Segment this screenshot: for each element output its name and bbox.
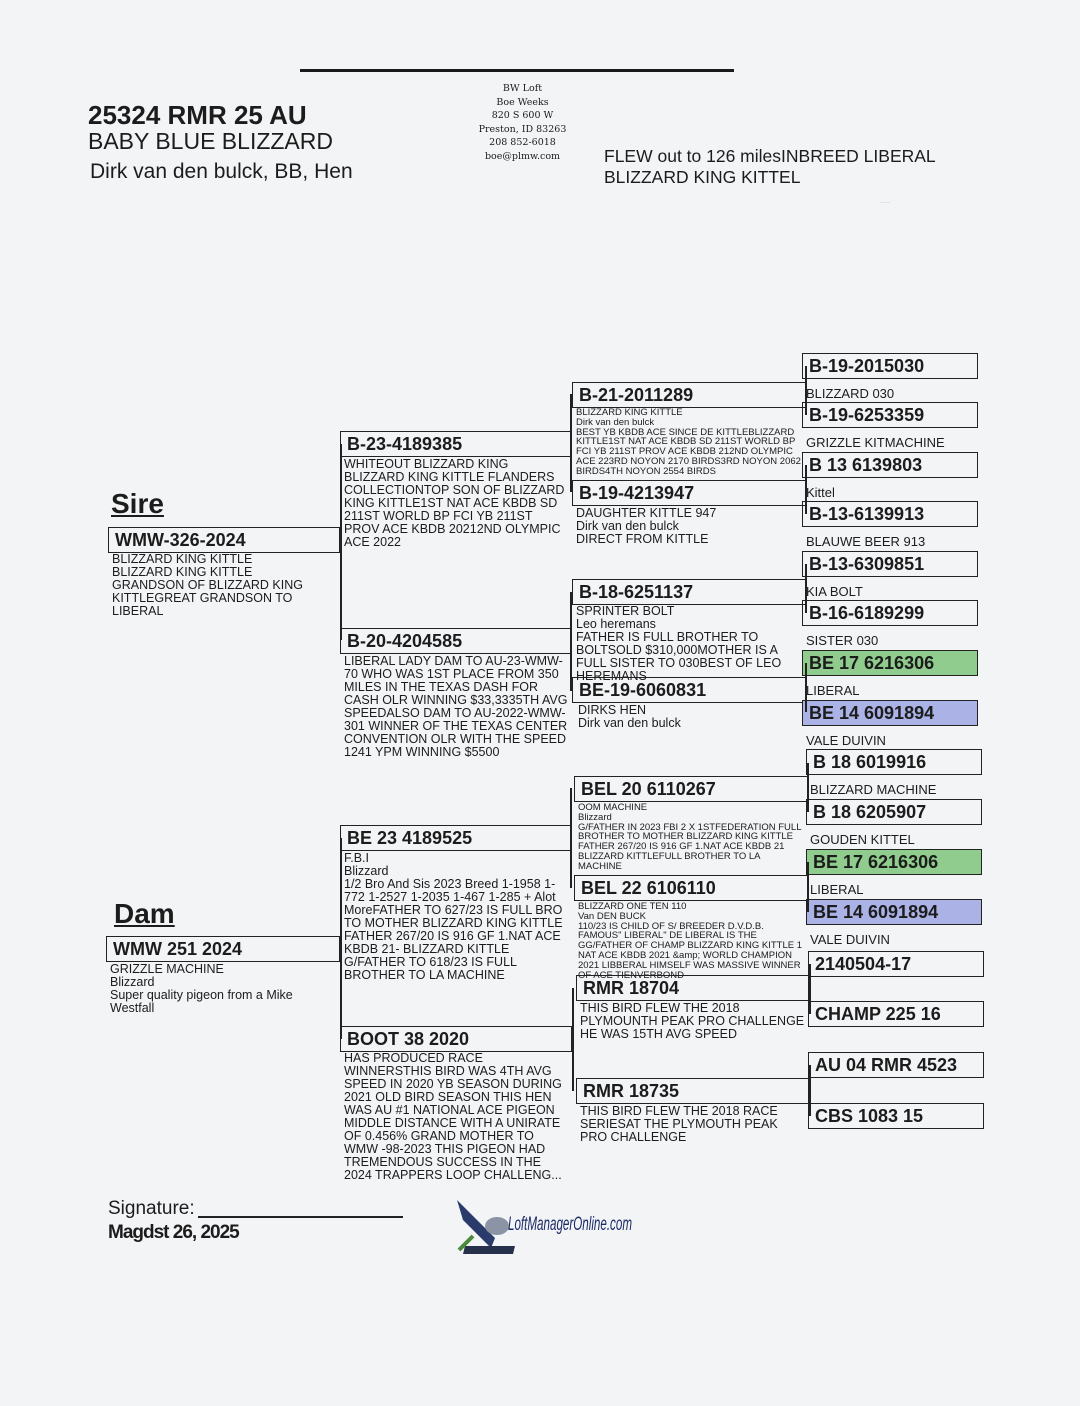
note-line: 110/23 IS CHILD OF S/ BREEDER D.V.D.B. FAMOUS" LIBERAL" DE LIBERAL IS THE GG/FATHER OF CHAMP BLIZZARD KING KITTLE 1 NAT ACE KBDB 2021 &amp; WORLD CHAMPION 2021 LIBBERAL HIMSELF WAS MASSIVE WINNER OF ACE TIENVERBOND — [578, 920, 802, 981]
print-date: Magdst 26, 2025 — [108, 1222, 239, 1243]
note-line: BLIZZARD KING KITTLE — [112, 565, 253, 579]
pigeon-breeder: Dirk van den bulck, BB, Hen — [90, 160, 353, 183]
loftmanager-logo — [455, 1198, 635, 1258]
gen4-label: LIBERAL — [810, 882, 864, 897]
connector-line — [805, 366, 807, 415]
gen4-id: BE 14 6091894 — [802, 700, 978, 726]
connector-line — [807, 862, 809, 912]
note-line: Dirk van den bulck — [576, 416, 655, 428]
faint-stamp: ····· — [880, 200, 890, 206]
connector-line — [340, 838, 342, 1039]
sire-id-box: WMW-326-2024 — [108, 527, 340, 553]
gen4-id: CBS 1083 15 — [808, 1103, 984, 1129]
gen3-id: RMR 18735 — [576, 1078, 809, 1104]
signature-line — [198, 1216, 403, 1218]
loft-address — [470, 82, 575, 163]
note-line: DAUGHTER KITTLE 947 — [576, 506, 717, 520]
gen3-id: B-21-2011289 — [572, 382, 807, 408]
note-line: BLIZZARD KING KITTLE — [112, 552, 253, 566]
gen4-label: KIA BOLT — [806, 584, 863, 599]
gen4-id: CHAMP 225 16 — [808, 1001, 984, 1027]
gen4-id: B-13-6309851 — [802, 551, 978, 577]
gen4-label: BLAUWE BEER 913 — [806, 534, 926, 549]
signature-label: Signature: — [108, 1198, 195, 1219]
pigeon-remarks: FLEW out to 126 milesINBREED LIBERAL BLIZZARD KING KITTEL — [604, 146, 936, 187]
loft-line: 208 852-6018 — [489, 137, 556, 148]
note-line: GRANDSON OF BLIZZARD KING KITTLEGREAT GRANDSON TO LIBERAL — [112, 578, 303, 618]
gen3-notes: THIS BIRD FLEW THE 2018 PLYMOUNTH PEAK PRO CHALLENGE HE WAS 15TH AVG SPEED — [580, 1001, 805, 1041]
sire-dam-notes: LIBERAL LADY DAM TO AU-23-WMW-70 WHO WAS 1ST PLACE FROM 350 MILES IN THE TEXAS DASH FOR CASH OLR WINNING $33,3335TH AVG SPEEDALSO DAM TO AU-2022-WMW-301 WINNER OF THE TEXAS CENTER CONVENTION OLR WITH THE SPEED 1241 YPM WINNING $5500 — [344, 654, 568, 759]
sire-notes — [112, 553, 332, 618]
dam-heading: Dam — [114, 898, 175, 929]
loft-line: boe@plmw.com — [484, 150, 561, 162]
connector-line — [809, 1065, 811, 1116]
gen4-id: AU 04 RMR 4523 — [808, 1052, 984, 1078]
gen4-label: SISTER 030 — [806, 633, 879, 648]
gen3-id: RMR 18704 — [576, 975, 809, 1001]
gen3-id: B-19-4213947 — [572, 480, 807, 506]
gen4-id: BE 17 6216306 — [802, 650, 978, 676]
loftmanager-logo-icon — [455, 1198, 635, 1258]
note-line: Super quality pigeon from a Mike Westfall — [110, 988, 293, 1015]
note-line: BEST YB KBDB ACE SINCE DE KITTLEBLIZZARD KITTLE1ST NAT ACE KBDB SD 211ST WORLD BP FCI YB 211ST PROV ACE KBDB 212ND OLYMPIC ACE 223RD NOYON 2170 BIRDS3RD NOYON 2062 BIRDS4TH NOYON 2554 BIRDS — [576, 426, 801, 477]
gen3-id: BE-19-6060831 — [572, 677, 807, 703]
note-line: Van DEN BUCK — [578, 910, 646, 922]
note-line: G/FATHER IN 2023 FBI 2 X 1STFEDERATION FULL BROTHER TO MOTHER BLIZZARD KING KITTLE FATHER 267/20 IS 916 GF 1.NAT ACE KBDB 21 BLIZZARD KITTLEFULL BROTHER TO LA MACHINE — [578, 821, 802, 872]
note-line: F.B.I — [344, 851, 370, 865]
connector-line — [809, 964, 811, 1014]
connector-line — [807, 763, 809, 812]
connector-line — [340, 444, 342, 640]
gen3-notes — [578, 901, 804, 981]
dam-dam-notes: HAS PRODUCED RACE WINNERSTHIS BIRD WAS 4TH AVG SPEED IN 2020 YB SEASON DURING 2021 OLD BIRD SEASON THIS HEN WAS AU #1 NATIONAL ACE PIGEON MIDDLE DISTANCE WITH A UNIRATE OF 0.456% GRAND MOTHER TO WMW -98-2023 THIS PIGEON HAD TREMENDOUS SUCCESS IN THE 2024 TRAPPERS LOOP CHALLENG... — [344, 1051, 562, 1182]
loft-line: Boe Weeks — [496, 96, 549, 108]
note-line: GRIZZLE MACHINE — [110, 962, 224, 976]
gen4-id: B-19-6253359 — [802, 402, 978, 428]
gen4-id: 2140504-17 — [808, 951, 984, 977]
svg-text:LoftManagerOnline.com: LoftManagerOnline.com — [508, 1214, 632, 1235]
sire-dam-id: B-20-4204585 — [340, 628, 572, 654]
note-line: Dirk van den bulck — [578, 716, 681, 730]
gen4-label: VALE DUIVIN — [810, 932, 890, 947]
note-line: BLIZZARD ONE TEN 110 — [578, 901, 687, 912]
gen4-label: VALE DUIVIN — [806, 733, 886, 748]
gen4-id: B-13-6139913 — [802, 501, 978, 527]
gen4-label: GRIZZLE KITMACHINE — [806, 435, 945, 450]
note-line: 1/2 Bro And Sis 2023 Breed 1-1958 1-772 1-2527 1-2035 1-467 1-285 + Alot MoreFATHER TO 627/23 IS FULL BRO TO MOTHER BLIZZARD KING KITTLE FATHER 267/20 IS 916 GF 1.NAT ACE KBDB 21- BLIZZARD KITTLE G/FATHER TO 618/23 IS FULL BROTHER TO LA MACHINE — [344, 877, 563, 982]
gen3-id: BEL 22 6106110 — [574, 875, 809, 901]
note-line: Blizzard — [344, 864, 389, 878]
pigeon-ring-number: 25324 RMR 25 AU — [88, 100, 307, 130]
loft-line: 820 S 600 W — [491, 110, 554, 121]
dam-sire-id: BE 23 4189525 — [340, 825, 572, 851]
gen3-notes — [576, 604, 802, 683]
gen4-id: BE 17 6216306 — [806, 849, 982, 875]
dam-sire-notes — [344, 852, 568, 982]
connector-line — [805, 564, 807, 613]
gen3-notes — [578, 803, 804, 871]
note-line: SPRINTER BOLT — [576, 604, 675, 618]
gen3-id: BEL 20 6110267 — [574, 776, 809, 802]
connector-line — [570, 788, 572, 888]
gen3-notes — [576, 408, 802, 478]
note-line: OOM MACHINE — [578, 802, 648, 813]
loft-line: BW Loft — [502, 83, 543, 94]
sire-sire-id: B-23-4189385 — [340, 431, 572, 457]
note-line: Leo heremans — [576, 617, 656, 631]
gen4-label: LIBERAL — [806, 683, 860, 698]
top-rule — [300, 69, 734, 72]
gen4-id: BE 14 6091894 — [806, 899, 982, 925]
pigeon-name: BABY BLUE BLIZZARD — [88, 128, 333, 154]
gen4-id: B-19-2015030 — [802, 353, 978, 379]
gen3-notes: THIS BIRD FLEW THE 2018 RACE SERIESAT THE PLYMOUTH PEAK PRO CHALLENGE — [580, 1104, 778, 1144]
connector-line — [570, 592, 572, 691]
note-line: BLIZZARD KING KITTLE — [576, 407, 683, 418]
sire-heading: Sire — [111, 488, 164, 519]
gen4-label: GOUDEN KITTEL — [810, 832, 915, 847]
sire-sire-notes: WHITEOUT BLIZZARD KING BLIZZARD KING KITTLE FLANDERS COLLECTIONTOP SON OF BLIZZARD KING KITTLE1ST NAT ACE KBDB SD 211ST WORLD BP FCI YB 211ST PROV ACE KBDB 20212ND OLYMPIC ACE 2022 — [344, 457, 565, 549]
gen4-id: B 18 6205907 — [806, 799, 982, 825]
dam-notes — [110, 963, 330, 1015]
gen4-id: B 18 6019916 — [806, 749, 982, 775]
connector-line — [570, 394, 572, 492]
dam-id-box: WMW 251 2024 — [106, 936, 340, 962]
connector-line — [805, 663, 807, 712]
connector-line — [805, 465, 807, 514]
gen3-notes — [578, 704, 804, 730]
gen4-id: B-16-6189299 — [802, 600, 978, 626]
loft-line: Preston, ID 83263 — [478, 123, 567, 135]
gen3-id: B-18-6251137 — [572, 579, 807, 605]
gen4-label: BLIZZARD MACHINE — [810, 782, 937, 797]
note-line: Blizzard — [578, 811, 612, 823]
gen4-label: Kittel — [806, 485, 835, 500]
dam-dam-id: BOOT 38 2020 — [340, 1026, 572, 1052]
connector-line — [572, 988, 574, 1091]
note-line: Blizzard — [110, 975, 155, 989]
gen4-label: BLIZZARD 030 — [806, 386, 895, 401]
gen3-notes — [576, 507, 802, 546]
note-line: DIRECT FROM KITTLE — [576, 532, 709, 546]
note-line: DIRKS HEN — [578, 703, 647, 717]
note-line: Dirk van den bulck — [576, 519, 679, 533]
note-line: FATHER IS FULL BROTHER TO BOLTSOLD $310,000MOTHER IS A FULL SISTER TO 030BEST OF LEO HEREMANS — [576, 630, 782, 683]
gen4-id: B 13 6139803 — [802, 452, 978, 478]
